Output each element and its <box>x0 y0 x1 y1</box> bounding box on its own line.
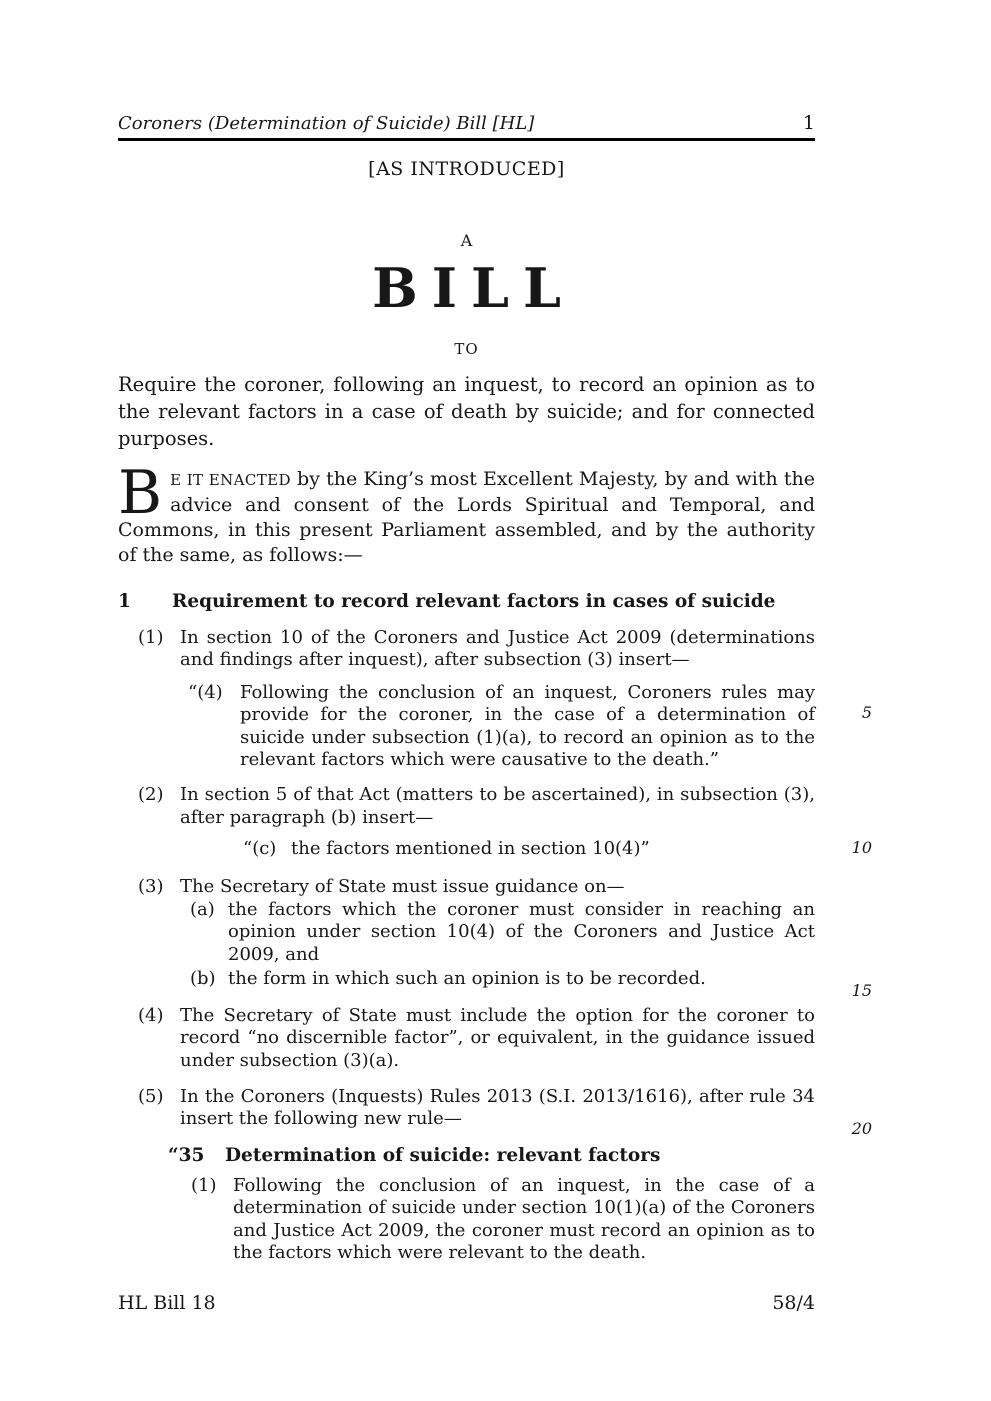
quoted-paragraph-number: “(c) <box>243 838 277 860</box>
bill-long-title: Require the coroner, following an inquest, to record an opinion as to the relevant factors in a case of death by suicide; and for connected purposes. <box>118 373 815 450</box>
page-footer <box>118 1292 815 1314</box>
inserted-rule-number: “35 <box>168 1144 205 1166</box>
subsection-text: In section 5 of that Act (matters to be ascertained), in subsection (3), after paragraph (b) insert— <box>180 784 815 828</box>
page-number: 1 <box>802 112 815 134</box>
subsection-text: In section 10 of the Coroners and Justice Act 2009 (determinations and findings after inquest), after subsection (3) insert— <box>180 627 815 671</box>
margin-line-number-5: 5 <box>861 703 872 722</box>
subsection-number: (5) <box>138 1085 164 1107</box>
margin-line-number-10: 10 <box>851 838 872 857</box>
bill-to-label: TO <box>454 340 479 358</box>
quoted-subsection-text: Following the conclusion of an inquest, Coroners rules may provide for the coroner, in the case of a determination of suicide under subsection (1)(a), to record an opinion as to the relevant factors which were causative to the death.” <box>240 681 815 771</box>
subsection-number: (3) <box>138 875 164 897</box>
paragraph-b <box>190 968 815 990</box>
paragraph-text: the factors which the coroner must consider in reaching an opinion under section 10(4) of the Coroners and Justice Act 2009, and <box>228 899 815 965</box>
subsection-number: (2) <box>138 784 164 806</box>
quoted-subsection-4 <box>188 682 815 772</box>
header-bill-title: Coroners (Determination of Suicide) Bill [HL] <box>118 113 535 134</box>
enacting-text: by the King’s most Excellent Majesty, by and with the advice and consent of the Lords Spiritual and Temporal, and Commons, in this present Parliament assembled, and by the authority of the same, as follows:— <box>118 468 815 566</box>
inserted-rule-subsection-number: (1) <box>191 1174 217 1196</box>
subsection-1 <box>138 627 815 672</box>
enacting-small-caps: E IT ENACTED <box>170 471 291 489</box>
inserted-rule-heading-row <box>168 1144 815 1167</box>
subsection-text: The Secretary of State must issue guidance on— <box>180 875 625 897</box>
subsection-number: (1) <box>138 627 164 648</box>
paragraph-number: (a) <box>190 899 215 921</box>
footer-bill-reference: HL Bill 18 <box>118 1292 216 1314</box>
margin-line-number-20: 20 <box>851 1119 872 1138</box>
subsection-4 <box>138 1005 815 1072</box>
subsection-5 <box>138 1086 815 1131</box>
quoted-subsection-number: “(4) <box>188 681 223 703</box>
clause-number: 1 <box>118 591 131 612</box>
subsection-text: The Secretary of State must include the option for the coroner to record “no discernible factor”, or equivalent, in the guidance issued under subsection (3)(a). <box>180 1004 815 1071</box>
quoted-paragraph-text: the factors mentioned in section 10(4)” <box>291 838 650 860</box>
dropcap-b: B <box>118 458 163 528</box>
subsection-number: (4) <box>138 1004 164 1026</box>
quoted-paragraph-c <box>243 838 815 860</box>
inserted-rule-subsection-1 <box>191 1175 815 1265</box>
page-header <box>118 112 815 141</box>
paragraph-a <box>190 899 815 966</box>
paragraph-number: (b) <box>190 968 216 990</box>
bill-article-a: A <box>460 231 473 250</box>
subsection-2 <box>138 784 815 829</box>
enacting-formula <box>118 458 815 568</box>
bill-word-title: BILL <box>372 256 575 320</box>
status-as-introduced: [AS INTRODUCED] <box>368 158 565 180</box>
margin-line-number-15: 15 <box>851 981 872 1000</box>
clause-1 <box>118 590 815 1264</box>
subsection-text: In the Coroners (Inquests) Rules 2013 (S.I. 2013/1616), after rule 34 insert the following new rule— <box>180 1085 815 1130</box>
clause-heading-row <box>118 590 815 613</box>
inserted-rule-subsection-text: Following the conclusion of an inquest, in the case of a determination of suicide under section 10(1)(a) of the Coroners and Justice Act 2009, the coroner must record an opinion as to the factors which were relevant to the death. <box>233 1174 815 1263</box>
subsection-3 <box>138 876 815 898</box>
inserted-rule-heading: Determination of suicide: relevant factors <box>225 1144 661 1166</box>
clause-heading: Requirement to record relevant factors in cases of suicide <box>172 591 776 612</box>
footer-session-reference: 58/4 <box>772 1292 815 1314</box>
paragraph-text: the form in which such an opinion is to be recorded. <box>228 968 706 990</box>
